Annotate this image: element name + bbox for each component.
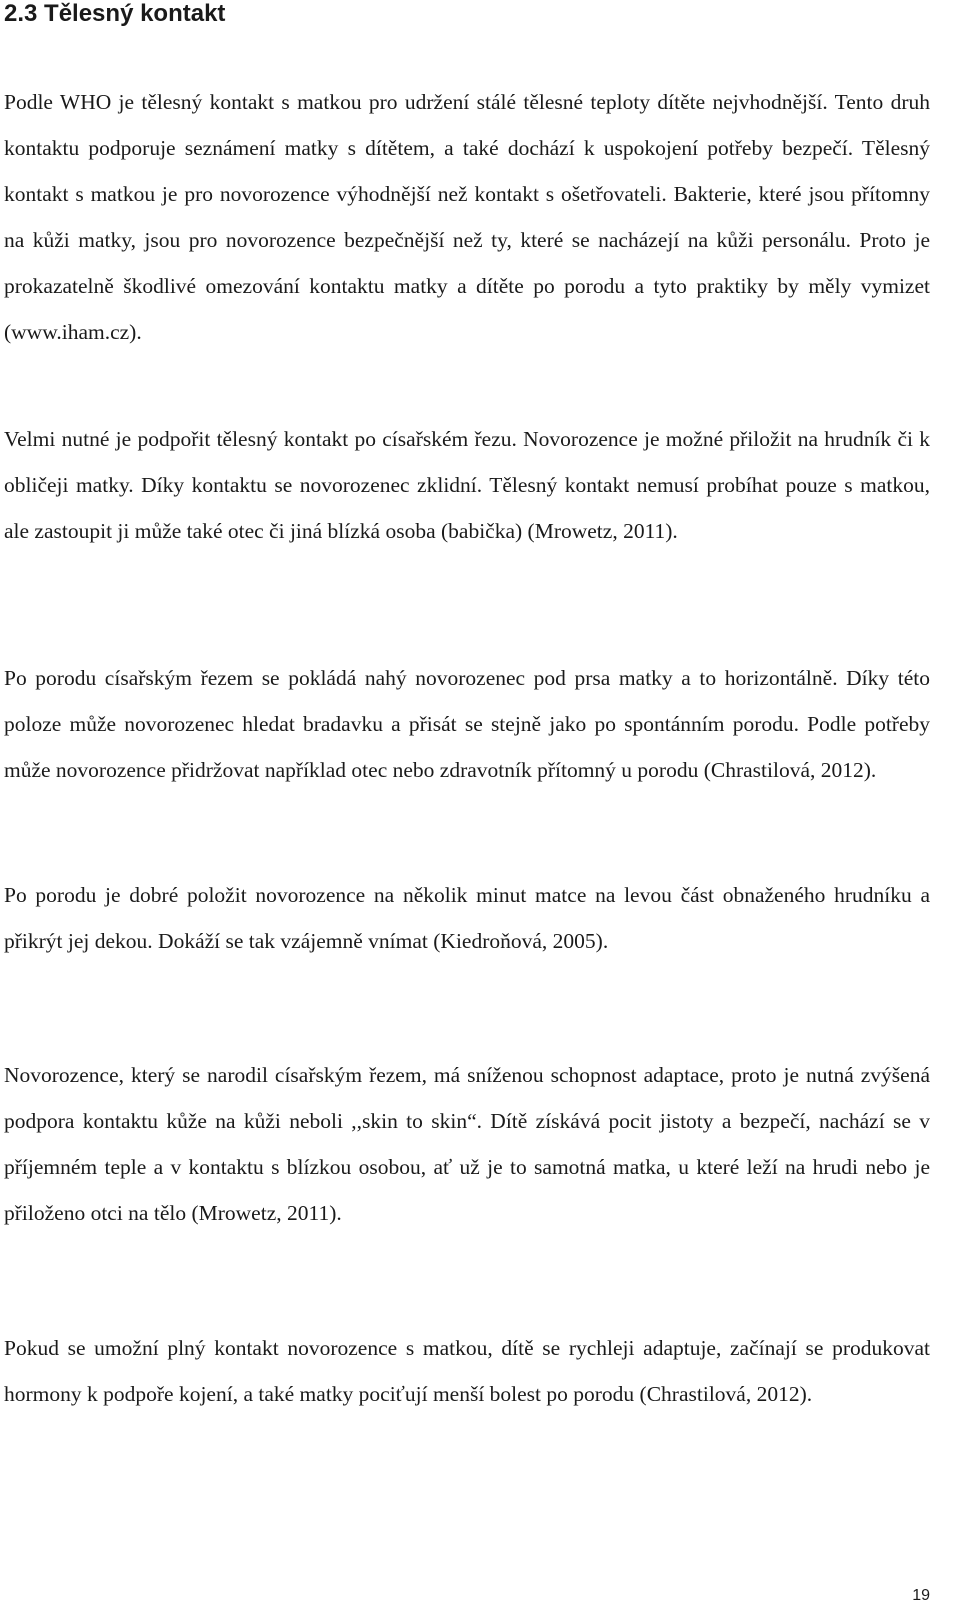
paragraph-full-contact: Pokud se umožní plný kontakt novorozence s matkou, dítě se rychleji adaptuje, začínají se produkovat hormony k podpoře kojení, a také matky pociťují menší bolest po porodu (Chrastilová, 2012). <box>4 1336 930 1406</box>
paragraph-caesarean-contact: Velmi nutné je podpořit tělesný kontakt po císařském řezu. Novorozence je možné přiložit na hrudník či k obličeji matky. Díky kontaktu se novorozenec zklidní. Tělesný kontakt nemusí probíhat pouze s matkou, ale zastoupit ji může také otec či jiná blízká osoba (babička) (Mrowetz, 2011). <box>4 427 930 543</box>
paragraph-horizontal-position: Po porodu císařským řezem se pokládá nahý novorozenec pod prsa matky a to horizontálně. Díky této poloze může novorozenec hledat bradavku a přisát se stejně jako po spontánním porodu. Podle potřeby může novorozence přidržovat například otec nebo zdravotník přítomný u porodu (Chrastilová, 2012). <box>4 666 930 782</box>
paragraph-skin-to-skin: Novorozence, který se narodil císařským řezem, má sníženou schopnost adaptace, proto je nutná zvýšená podpora kontaktu kůže na kůži neboli ,,skin to skin“. Dítě získává pocit jistoty a bezpečí, nachází se v příjemném teple a v kontaktu s blízkou osobou, ať už je to samotná matka, u které leží na hrudi nebo je přiloženo otci na tělo (Mrowetz, 2011). <box>4 1063 930 1225</box>
paragraph-left-chest: Po porodu je dobré položit novorozence na několik minut matce na levou část obnaženého hrudníku a přikrýt jej dekou. Dokáží se tak vzájemně vnímat (Kiedroňová, 2005). <box>4 883 930 953</box>
paragraph-who-contact: Podle WHO je tělesný kontakt s matkou pro udržení stálé tělesné teploty dítěte nejvhodnější. Tento druh kontaktu podporuje seznámení matky s dítětem, a také dochází k uspokojení potřeby bezpečí. Tělesný kontakt s matkou je pro novorozence výhodnější než kontakt s ošetřovateli. Bakterie, které jsou přítomny na kůži matky, jsou pro novorozence bezpečnější než ty, které se nacházejí na kůži personálu. Proto je prokazatelně škodlivé omezování kontaktu matky a dítěte po porodu a tyto praktiky by měly vymizet (www.iham.cz). <box>4 90 930 344</box>
page-number: 19 <box>912 1587 930 1604</box>
section-heading: 2.3 Tělesný kontakt <box>4 0 226 27</box>
